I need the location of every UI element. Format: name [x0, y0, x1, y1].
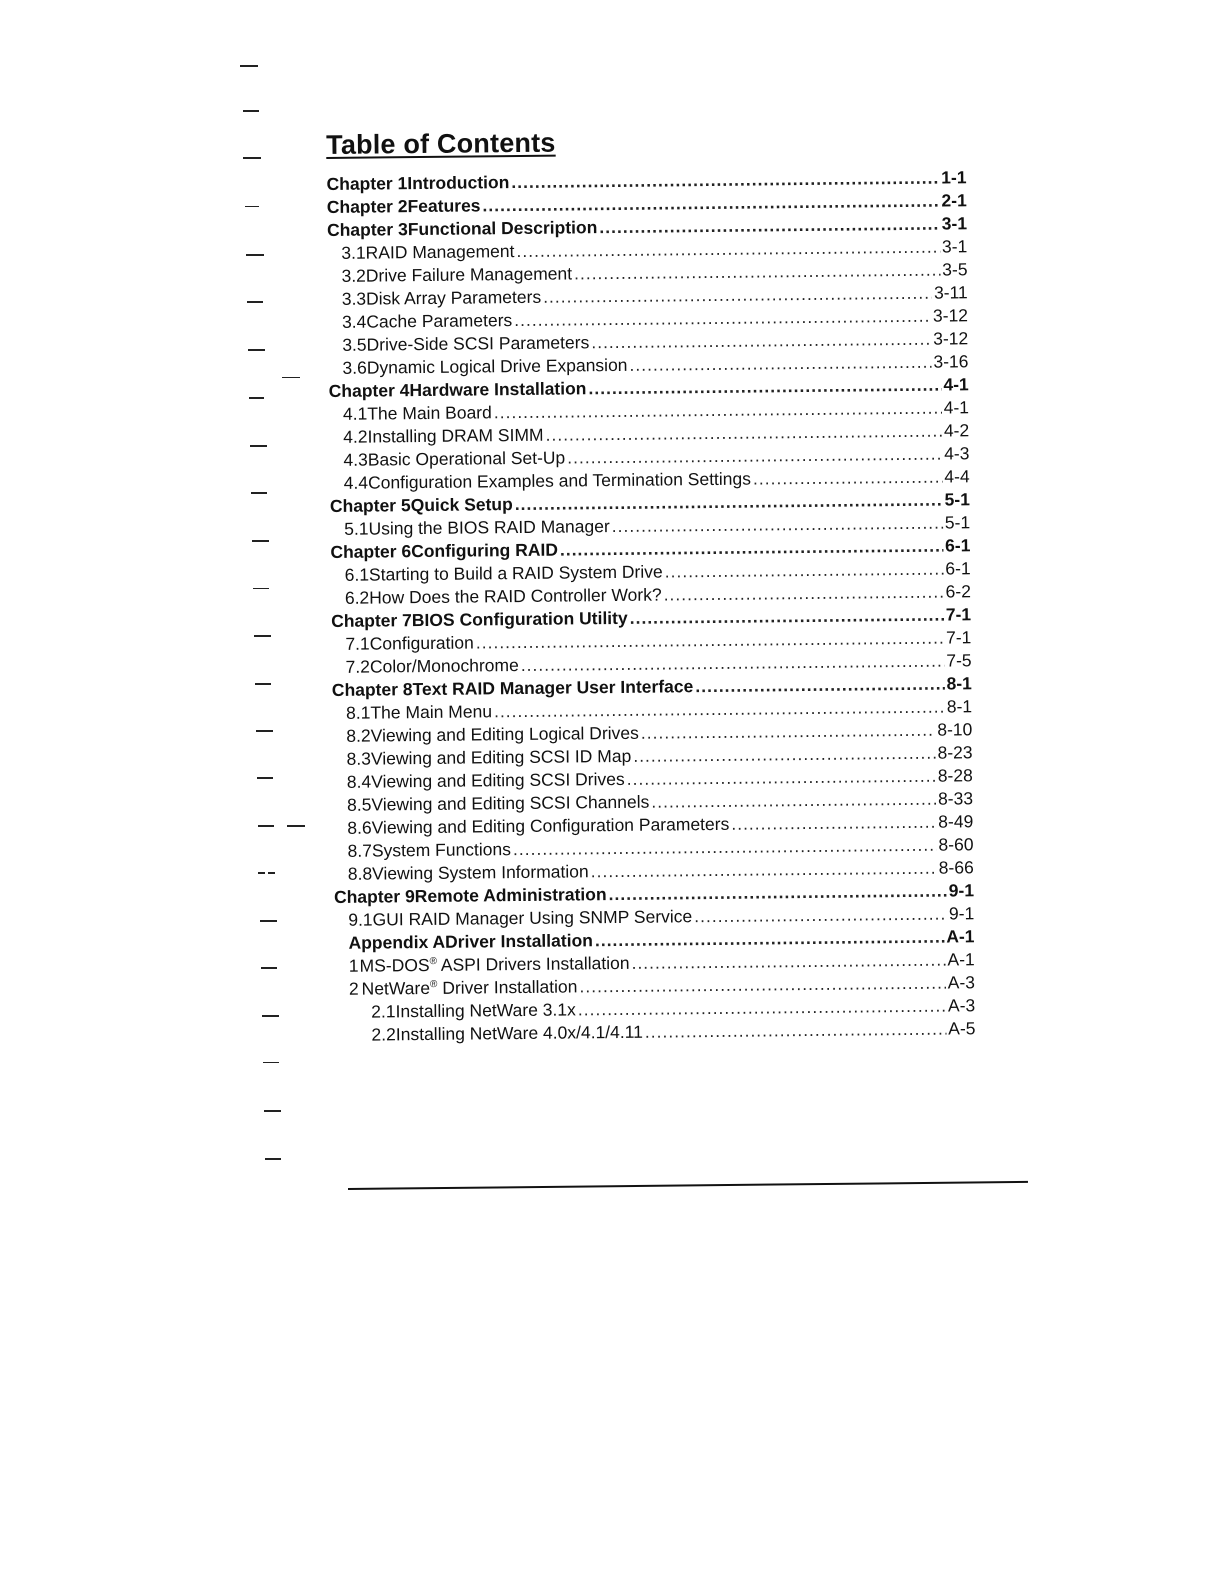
toc-entry-title	[366, 331, 589, 356]
toc-entry-number: 7.2	[345, 656, 371, 677]
toc-entry-number: 2.1	[371, 1001, 396, 1022]
toc-entry-title-text: Quick Setup	[410, 494, 513, 516]
toc-entry-title-text: Functional Description	[407, 217, 598, 240]
dot-leader	[627, 765, 936, 791]
toc-entry-number: 1	[348, 955, 359, 976]
toc-entry-page: 6-1	[945, 558, 971, 579]
toc-entry-number: 2	[348, 978, 359, 999]
toc-entry-title-text: Features	[407, 195, 481, 217]
toc-entry-number: 3.6	[342, 357, 367, 378]
margin-tick	[243, 157, 261, 159]
toc-entry-title-text: Configuration Examples and Termination Settings	[367, 468, 752, 493]
toc-entry-title	[395, 998, 575, 1023]
toc-entry-title-text: Viewing System Information	[372, 861, 589, 884]
margin-tick	[250, 445, 267, 447]
toc-entry-number: 6.2	[344, 587, 370, 608]
toc-entry-page: 4-2	[943, 420, 970, 441]
toc-entry-page: 6-1	[944, 535, 971, 556]
toc-entry-page: A-5	[948, 1018, 976, 1039]
toc-entry-title	[372, 905, 692, 931]
toc-entry-title	[367, 424, 543, 449]
toc-entry-title	[366, 262, 572, 287]
toc-entry-title-text: The Main Board	[367, 402, 492, 424]
margin-tick	[240, 65, 258, 67]
margin-tick	[268, 872, 275, 874]
toc-entry-page: 3-1	[941, 213, 968, 234]
toc-entry-page: 8-1	[946, 696, 973, 717]
margin-tick	[253, 588, 269, 589]
toc-entry-title	[408, 216, 598, 241]
toc-entry-title	[367, 401, 492, 425]
toc-entry-title	[359, 952, 629, 978]
toc-entry-title	[365, 240, 514, 265]
toc-entry-number: 3.3	[341, 288, 367, 309]
toc-entry-title-text: MS-DOS	[359, 954, 430, 976]
margin-tick	[260, 920, 277, 922]
margin-tick	[257, 777, 273, 779]
margin-tick	[251, 492, 267, 494]
toc-entry-page: 4-1	[943, 374, 969, 395]
toc-entry-number: Chapter 1	[326, 173, 408, 194]
toc-entry-number: 3.4	[341, 311, 367, 332]
toc-entry-number: 4.1	[342, 403, 368, 424]
toc-entry-number: 8.1	[345, 702, 371, 723]
toc-entry-page: 8-23	[937, 742, 973, 763]
dot-leader	[629, 351, 931, 377]
toc-entry-title	[370, 631, 474, 655]
toc-entry-page: 4-3	[944, 443, 970, 464]
dot-leader	[612, 512, 943, 538]
toc-entry-title-text: Using the BIOS RAID Manager	[368, 516, 610, 539]
margin-tick	[255, 683, 271, 685]
toc-entry-number: Chapter 6	[330, 541, 412, 562]
toc-entry-title-text: How Does the RAID Controller Work?	[369, 584, 662, 608]
toc-entry-number: 8.6	[347, 817, 372, 838]
toc-entry-title-text: Cache Parameters	[366, 310, 513, 332]
toc-entry-title-text: Color/Monochrome	[369, 655, 519, 677]
toc-entry-title	[371, 722, 639, 748]
toc-entry-number: 8.8	[347, 863, 373, 884]
toc-entry-title-text: Disk Array Parameters	[365, 286, 542, 309]
toc-entry-title	[415, 883, 607, 908]
toc-entry-page: A-1	[946, 926, 975, 947]
toc-entry-title-text: Configuration	[369, 632, 474, 654]
toc-entry-title-text: Drive Failure Management	[365, 263, 573, 286]
toc-entry-title	[445, 929, 593, 954]
toc-entry-number: Chapter 2	[326, 196, 408, 217]
margin-tick	[254, 635, 271, 637]
toc-entry-title-text: Installing DRAM SIMM	[367, 424, 544, 447]
toc-entry-title	[368, 515, 609, 541]
toc-entry-title-text: Viewing and Editing SCSI ID Map	[370, 745, 632, 769]
margin-tick	[258, 825, 274, 827]
margin-tick	[261, 967, 277, 969]
toc-entry-title	[366, 286, 541, 311]
toc-entry-page: 9-1	[948, 880, 975, 901]
dot-leader	[694, 903, 947, 929]
toc-entry-page: 5-1	[944, 489, 971, 510]
toc-entry-title-text: GUI RAID Manager Using SNMP Service	[372, 906, 693, 930]
toc-entry-title	[409, 377, 586, 402]
toc-entry-title-text: BIOS Configuration Utility	[411, 607, 628, 631]
toc-entry-number: 8.3	[346, 748, 372, 769]
toc-entry-page: 2-1	[941, 190, 967, 211]
dot-leader	[630, 604, 944, 630]
toc-entry-number: Chapter 8	[331, 679, 413, 700]
registered-mark: ®	[429, 956, 437, 968]
margin-tick	[282, 377, 300, 378]
table-of-contents	[326, 123, 976, 1047]
toc-entry-page: 6-2	[945, 581, 971, 602]
toc-entry-number: 8.2	[346, 725, 371, 746]
toc-entry-number: 8.7	[347, 840, 372, 861]
toc-entry-title	[412, 675, 693, 701]
toc-entry-page: 8-28	[937, 765, 973, 786]
toc-entry-number: 6.1	[344, 564, 370, 585]
dot-leader	[633, 742, 935, 768]
toc-entry-number: Chapter 7	[331, 610, 412, 631]
toc-entry-number: 4.3	[343, 449, 368, 470]
dot-leader	[631, 949, 945, 975]
toc-entry-title-text: Viewing and Editing SCSI Channels	[371, 791, 650, 815]
toc-entry-page: 9-1	[948, 903, 975, 924]
dot-leader	[645, 1018, 947, 1044]
toc-entry-number: 3.2	[341, 265, 366, 286]
toc-entry-page: 3-1	[941, 236, 968, 257]
margin-tick	[258, 872, 265, 874]
toc-entry-title	[367, 354, 628, 380]
toc-entry-number: 4.4	[343, 472, 369, 493]
toc-entry-title-text: System Functions	[371, 839, 512, 861]
margin-tick	[287, 825, 305, 827]
toc-entry-number: Chapter 5	[329, 495, 411, 516]
toc-entry-title-text: Remote Administration	[414, 884, 607, 907]
toc-entry-number: 4.2	[343, 426, 368, 447]
margin-tick	[246, 254, 264, 256]
toc-entry-number: 5.1	[344, 518, 369, 539]
toc-entry-title	[407, 171, 509, 195]
toc-entry-title	[371, 768, 625, 794]
toc-entry-title-text: Introduction	[407, 172, 510, 194]
toc-entry-page: 8-1	[946, 673, 972, 694]
margin-tick	[256, 730, 273, 732]
toc-entries	[326, 166, 975, 1047]
toc-entry-page: 8-66	[938, 857, 974, 878]
toc-entry-page: 3-16	[933, 351, 969, 372]
toc-entry-page: A-1	[947, 949, 975, 970]
toc-entry-title-rest: ASPI Drivers Installation	[436, 952, 630, 975]
footer-rule	[348, 1181, 1028, 1190]
toc-entry-number: 8.4	[346, 771, 372, 792]
toc-entry-title	[372, 838, 511, 862]
margin-tick	[249, 397, 264, 399]
toc-entry-page: 8-10	[937, 719, 973, 740]
toc-entry-page: 8-33	[937, 788, 974, 809]
toc-entry-title-text: NetWare	[361, 977, 431, 999]
toc-entry-page: 4-4	[944, 466, 970, 487]
toc-entry-title-text: Viewing and Editing Configuration Parameters	[371, 813, 730, 838]
toc-entry-title	[411, 539, 558, 564]
toc-entry-page: 3-11	[933, 282, 968, 303]
toc-entry-title	[372, 860, 589, 885]
toc-entry-title	[371, 745, 632, 771]
toc-entry-number: 9.1	[348, 909, 373, 930]
toc-entry-title-text: Configuring RAID	[411, 539, 559, 562]
toc-entry-title	[369, 584, 662, 610]
toc-entry-title-text: Drive-Side SCSI Parameters	[366, 332, 590, 355]
toc-entry-title-text: RAID Management	[365, 241, 515, 263]
toc-entry-page: 8-49	[938, 811, 974, 832]
margin-tick	[252, 540, 269, 542]
toc-entry-page: 3-5	[942, 259, 968, 280]
toc-entry-page: 3-12	[932, 305, 969, 326]
toc-entry-title-text: Installing NetWare 3.1x	[395, 999, 576, 1022]
toc-entry-page: 4-1	[943, 397, 970, 418]
toc-entry-number: 8.5	[346, 794, 372, 815]
margin-tick	[247, 301, 263, 303]
margin-tick	[245, 206, 259, 207]
dot-leader	[651, 788, 936, 814]
toc-entry-page: 8-60	[938, 834, 974, 855]
dot-leader	[731, 811, 936, 836]
toc-entry-title	[411, 493, 513, 517]
toc-entry-number: Chapter 3	[326, 219, 408, 240]
toc-entry-title	[368, 447, 566, 472]
toc-entry-title-rest: Driver Installation	[437, 976, 578, 998]
toc-entry-number: 2.2	[371, 1024, 396, 1045]
toc-entry-title	[396, 1021, 643, 1047]
toc-entry-page: 5-1	[944, 512, 971, 533]
dot-leader	[641, 719, 936, 745]
margin-tick	[265, 1158, 281, 1160]
toc-entry-page: A-3	[947, 972, 976, 993]
toc-entry-number: Appendix A	[348, 931, 446, 953]
toc-entry-title-text: The Main Menu	[370, 701, 493, 723]
registered-mark: ®	[429, 979, 438, 991]
dot-leader	[664, 581, 944, 607]
toc-entry-title	[370, 700, 492, 724]
toc-entry-title-text: Installing NetWare 4.0x/4.1/4.11	[395, 1021, 643, 1045]
toc-entry-title	[371, 791, 649, 817]
toc-entry-page: 1-1	[941, 167, 967, 188]
toc-entry-page: 3-12	[933, 328, 969, 349]
toc-entry-title	[366, 309, 512, 334]
toc-entry-title	[407, 194, 480, 218]
toc-entry-title	[370, 654, 519, 679]
toc-entry-page: 7-5	[946, 650, 972, 671]
toc-entry-title	[362, 975, 578, 1000]
toc-entry-title-text: Hardware Installation	[409, 378, 587, 401]
margin-tick	[263, 1062, 279, 1063]
toc-entry-title-text: Driver Installation	[444, 930, 594, 952]
margin-tick	[243, 110, 259, 112]
dot-leader	[665, 558, 944, 584]
page-title: Table of Contents	[326, 127, 556, 160]
toc-entry-number: 3.5	[342, 334, 367, 355]
toc-entry-title-text: Dynamic Logical Drive Expansion	[366, 354, 628, 378]
margin-tick	[262, 1015, 279, 1017]
toc-entry-title	[412, 607, 628, 632]
toc-entry-number: 7.1	[345, 633, 370, 654]
toc-entry-title-text: Text RAID Manager User Interface	[412, 676, 694, 700]
toc-entry-title-text: Basic Operational Set-Up	[367, 447, 566, 470]
toc-entry-number: Chapter 9	[333, 886, 415, 907]
toc-entry-page: 7-1	[945, 604, 972, 625]
margin-tick	[264, 1110, 281, 1112]
toc-entry-title-text: Starting to Build a RAID System Drive	[368, 561, 663, 585]
toc-entry-page: A-3	[947, 995, 976, 1016]
dot-leader	[695, 673, 944, 699]
toc-entry-title-text: Viewing and Editing SCSI Drives	[371, 768, 625, 792]
toc-entry-number: Chapter 4	[328, 380, 410, 401]
margin-tick	[248, 349, 265, 351]
toc-entry-number: 3.1	[341, 242, 366, 263]
dot-leader	[753, 466, 943, 491]
toc-entry-title-text: Viewing and Editing Logical Drives	[370, 722, 639, 746]
toc-entry-page: 7-1	[945, 627, 972, 648]
toc-entry-title	[369, 560, 663, 586]
